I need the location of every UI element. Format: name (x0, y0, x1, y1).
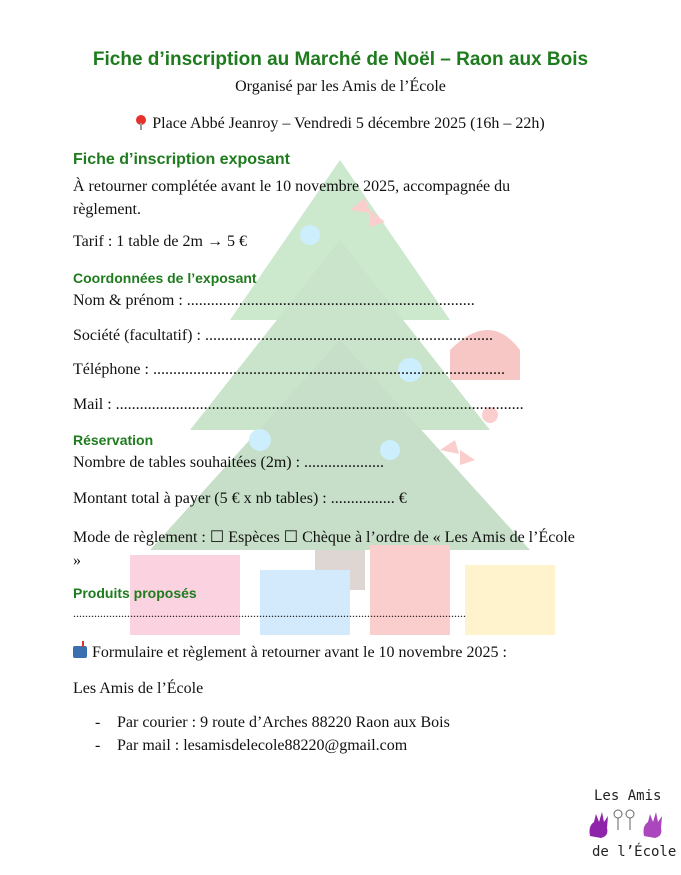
return-line (73, 644, 507, 662)
map-pin-icon (136, 115, 146, 129)
tables-field[interactable]: Nombre de tables souhaitées (2m) : .................... (73, 454, 385, 471)
list-dash: - (95, 714, 101, 731)
phone-field[interactable]: Téléphone : ........................................................................................ (73, 361, 505, 378)
return-org: Les Amis de l’École (73, 680, 204, 697)
tarif-line: Tarif : 1 table de 2m → 5 € (73, 233, 247, 250)
mailbox-icon (73, 646, 87, 658)
logo-text-top: Les Amis (594, 788, 662, 804)
form-heading: Fiche d’inscription exposant (73, 151, 290, 168)
list-dash: - (95, 737, 101, 754)
products-line[interactable]: ................................................................................................................................... (73, 606, 466, 620)
les-amis-logo (584, 788, 677, 866)
form-intro: À retourner complétée avant le 10 novembre 2025, accompagnée du règlement. (73, 178, 511, 218)
document-subtitle: Organisé par les Amis de l’École (235, 78, 446, 95)
logo-text-bottom: de l’École (592, 844, 677, 860)
event-place-line (73, 115, 608, 133)
total-field[interactable]: Montant total à payer (5 € x nb tables) : ................ € (73, 490, 407, 507)
products-heading: Produits proposés (73, 585, 197, 601)
mail-text[interactable]: Par mail : lesamisdelecole88220@gmail.com (117, 737, 408, 754)
document-title: Fiche d’inscription au Marché de Noël – Raon aux Bois (92, 49, 589, 70)
place-text: Place Abbé Jeanroy – Vendredi 5 décembre 2025 (16h – 22h) (152, 115, 545, 132)
company-field[interactable]: Société (facultatif) : ........................................................................ (73, 327, 493, 344)
reservation-heading: Réservation (73, 432, 154, 448)
list-item (95, 737, 407, 755)
mail-field[interactable]: Mail : ...................................................................................................... (73, 396, 524, 413)
name-field[interactable]: Nom & prénom : ........................................................................ (73, 292, 475, 309)
payment-mode[interactable]: Mode de règlement : ☐ Espèces ☐ Chèque à l’ordre de « Les Amis de l’École » (73, 529, 575, 569)
hands-logo-icon (584, 806, 674, 846)
list-item (95, 714, 450, 732)
return-text: Formulaire et règlement à retourner avant le 10 novembre 2025 : (92, 644, 507, 661)
contact-heading: Coordonnées de l’exposant (73, 270, 257, 286)
courier-text: Par courier : 9 route d’Arches 88220 Raon aux Bois (117, 714, 450, 731)
